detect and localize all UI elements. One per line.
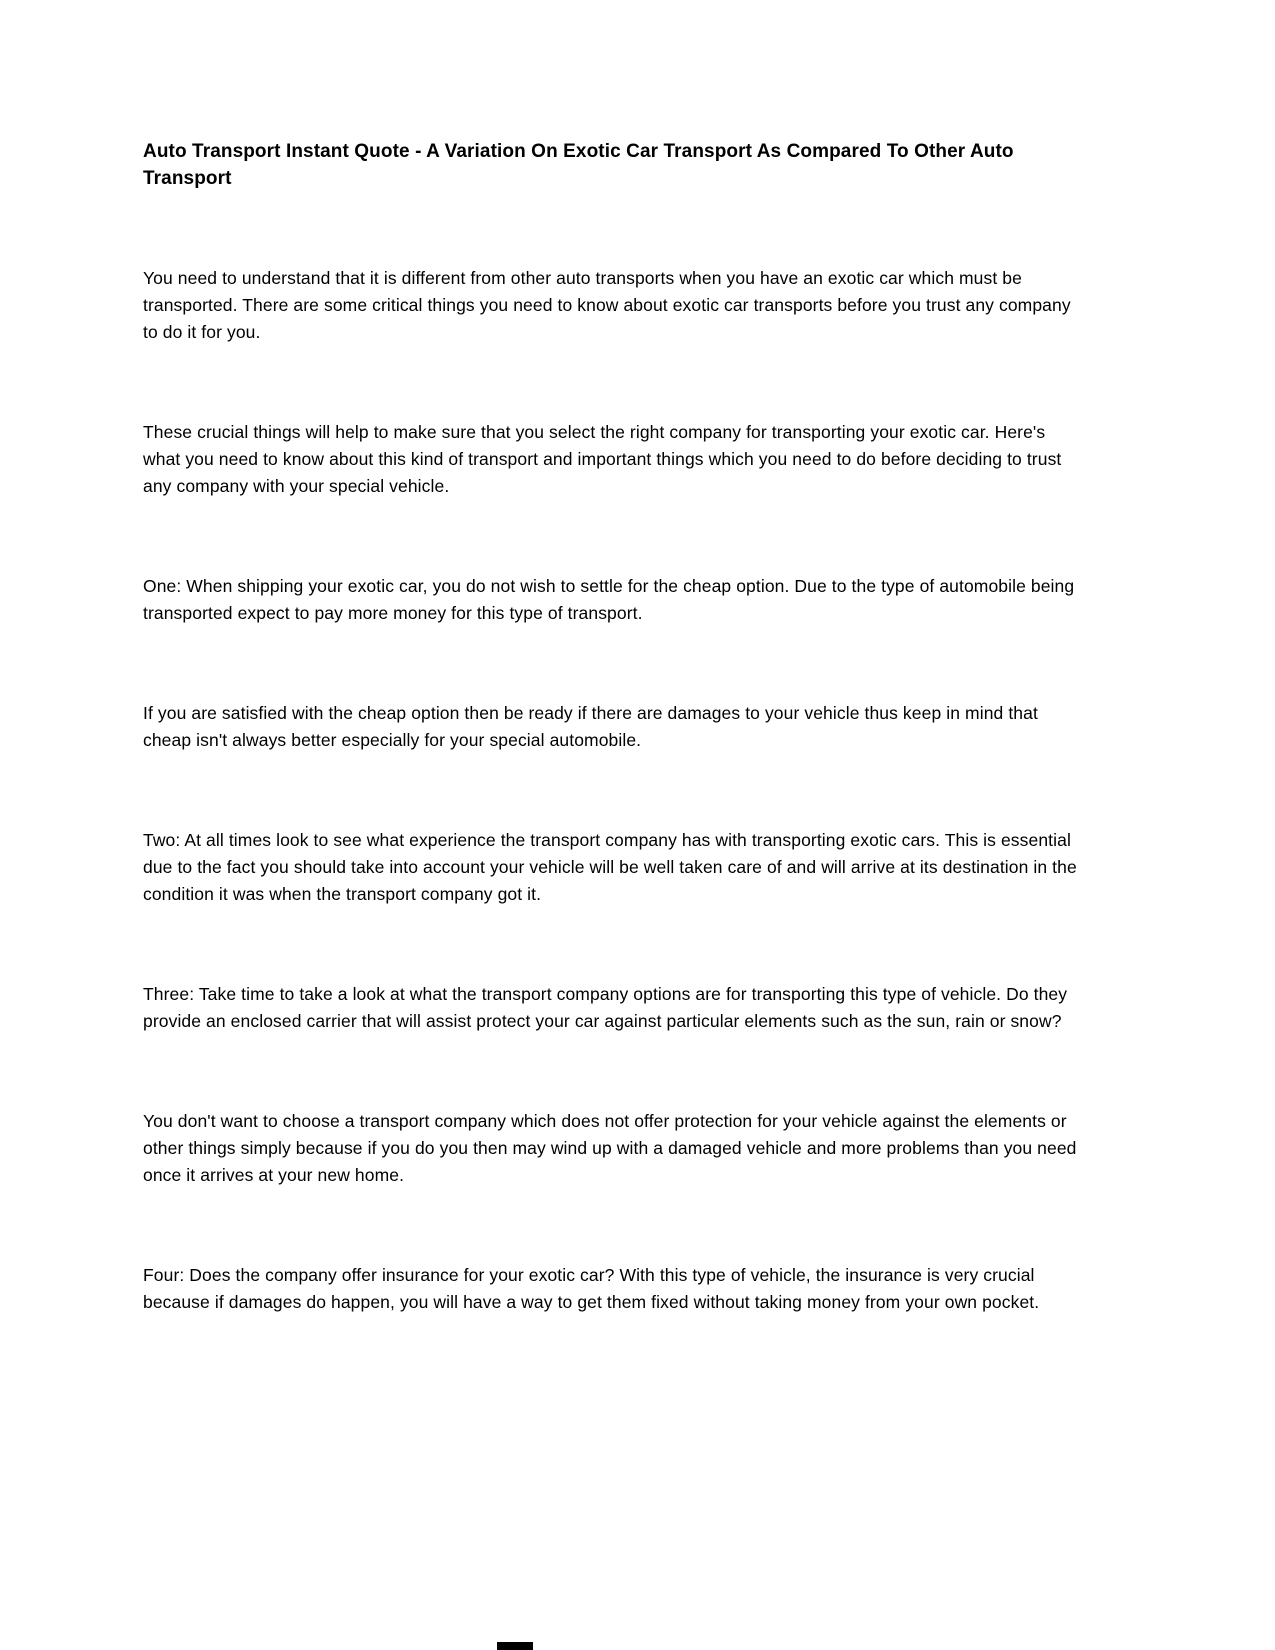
paragraph-3: One: When shipping your exotic car, you do not wish to settle for the cheap option. Due to the type of automobile being transported expect to pay more money for this type of transport. bbox=[143, 576, 1075, 623]
paragraph-2: These crucial things will help to make sure that you select the right company for transporting your exotic car. Here's what you need to know about this kind of transport and important things which you need to do before deciding to trust any company with your special vehicle. bbox=[143, 422, 1062, 496]
paragraph-7: You don't want to choose a transport company which does not offer protection for your vehicle against the elements or other things simply because if you do you then may wind up with a damaged vehicle and more problems than you need once it arrives at your new home. bbox=[143, 1111, 1077, 1185]
paragraph-5: Two: At all times look to see what experience the transport company has with transporting exotic cars. This is essential due to the fact you should take into account your vehicle will be well taken care of and will arrive at its destination in the condition it was when the transport company got it. bbox=[143, 830, 1077, 904]
document-content bbox=[143, 138, 1078, 1389]
paragraph-1: You need to understand that it is different from other auto transports when you have an exotic car which must be transported. There are some critical things you need to know about exotic car transports before you trust any company to do it for you. bbox=[143, 268, 1071, 342]
document-title: Auto Transport Instant Quote - A Variation On Exotic Car Transport As Compared To Other Auto Transport bbox=[143, 141, 1014, 189]
next-page-text-fragment bbox=[497, 1642, 533, 1650]
paragraph-6: Three: Take time to take a look at what the transport company options are for transporting this type of vehicle. Do they provide an enclosed carrier that will assist protect your car against particular elements such as the sun, rain or snow? bbox=[143, 984, 1068, 1031]
paragraph-4: If you are satisfied with the cheap option then be ready if there are damages to your vehicle thus keep in mind that cheap isn't always better especially for your special automobile. bbox=[143, 703, 1038, 750]
paragraph-8: Four: Does the company offer insurance for your exotic car? With this type of vehicle, the insurance is very crucial because if damages do happen, you will have a way to get them fixed without taking money from your own pocket. bbox=[143, 1265, 1040, 1312]
